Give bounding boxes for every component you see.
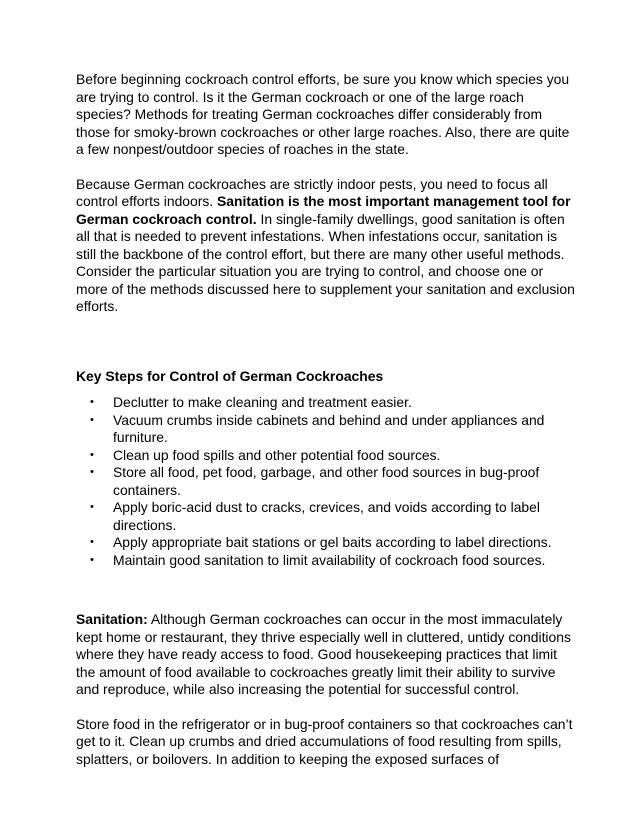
list-item: • Apply appropriate bait stations or gel baits according to label directions. [76,534,578,552]
key-steps-heading: Key Steps for Control of German Cockroaches [76,367,384,384]
indoor-text-start: Because German cockroaches are strictly indoor pests, you need to focus all control efforts indoors. [76,175,548,209]
sanitation-paragraph [76,611,578,699]
sanitation-label: Sanitation: [76,611,148,627]
list-item: • Declutter to make cleaning and treatment easier. [76,394,578,412]
storage-paragraph: Store food in the refrigerator or in bug-proof containers so that cockroaches can’t get to it. Clean up crumbs and dried accumulations of food resulting from spills, splatters, or boilovers. In addition to keeping the exposed surfaces of [76,715,573,767]
list-item: • Maintain good sanitation to limit availability of cockroach food sources. [76,552,578,570]
indoor-bold-statement: Sanitation is the most important management tool for German cockroach control. [76,193,571,227]
list-item: • Vacuum crumbs inside cabinets and behind and under appliances and furniture. [76,412,578,447]
key-steps-list [76,394,578,569]
indoor-paragraph [76,176,578,316]
indoor-text-end: In single-family dwellings, good sanitation is often all that is needed to prevent infestations. When infestations occur, sanitation is still the backbone of the control effort, but there are many other useful methods. Consider the particular situation you are trying to control, and choose one or more of the methods discussed here to supplement your sanitation and exclusion efforts. [76,210,575,314]
intro-paragraph: Before beginning cockroach control efforts, be sure you know which species you are trying to control. Is it the German cockroach or one of the large roach species? Methods for treating German cockroaches differ considerably from those for smoky-brown cockroaches or other large roaches. Also, there are quite a few nonpest/outdoor species of roaches in the state. [76,71,570,157]
list-item: • Apply boric-acid dust to cracks, crevices, and voids according to label directions. [76,499,578,534]
list-item: • Clean up food spills and other potential food sources. [76,447,578,465]
sanitation-text: Although German cockroaches can occur in the most immaculately kept home or restaurant, they thrive especially well in cluttered, untidy conditions where they have ready access to food. Good housekeeping practices that limit the amount of food available to cockroaches greatly limit their ability to survive and reproduce, while also increasing the potential for successful control. [76,611,571,697]
list-item: • Store all food, pet food, garbage, and other food sources in bug-proof containers. [76,464,578,499]
